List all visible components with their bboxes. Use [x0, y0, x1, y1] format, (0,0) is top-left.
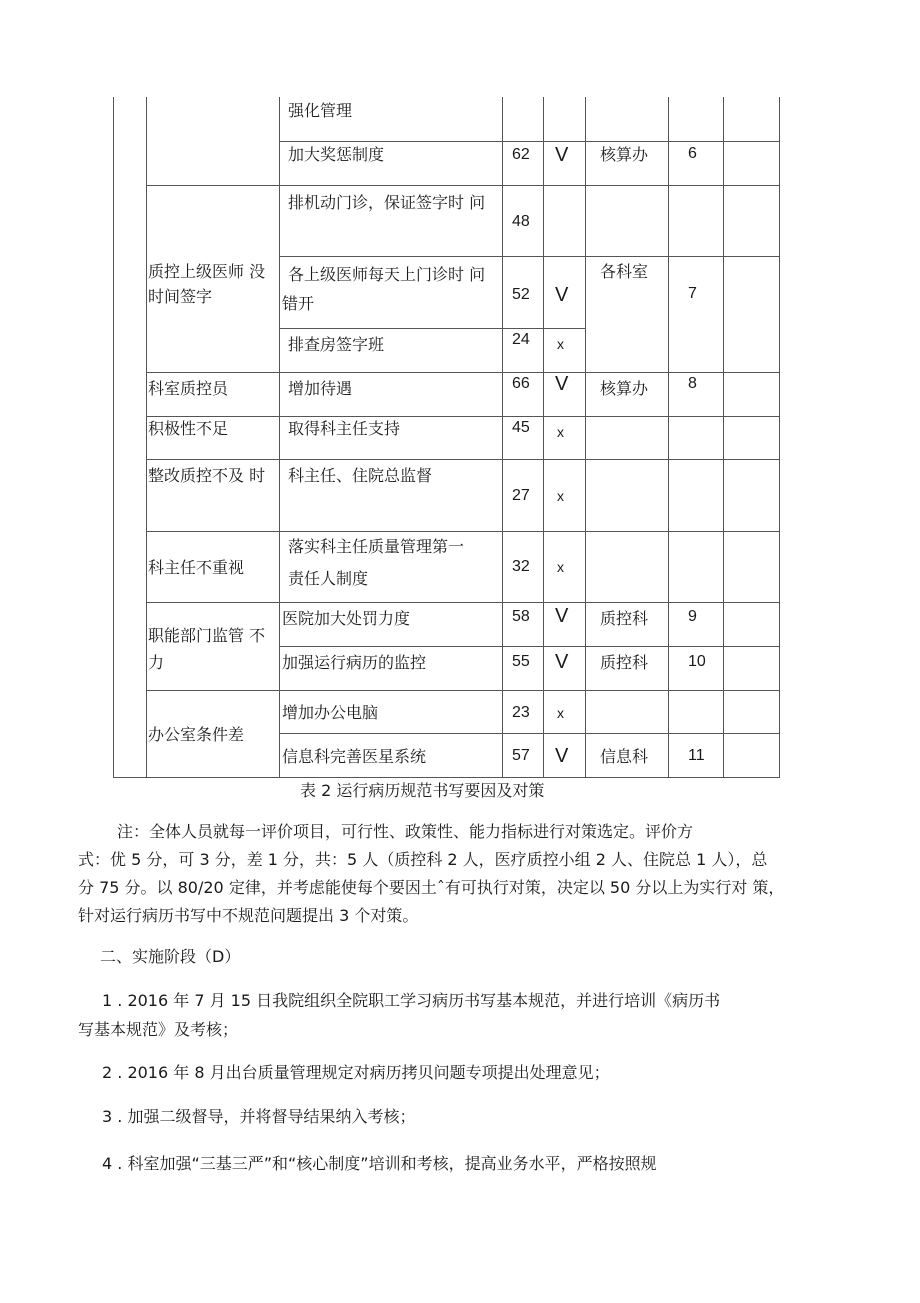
score-cell: 62 [512, 146, 530, 163]
note-line: 注：全体人员就每一评价项目，可行性、政策性、能力指标进行对策选定。评价方 [117, 822, 694, 841]
score-cell: 57 [512, 747, 530, 764]
note-line: 针对运行病历书写中不规范问题提出 3 个对策。 [78, 906, 419, 925]
cause-cell: 整改质控不及 时 [148, 466, 266, 485]
dept-cell: 质控科 [600, 653, 649, 672]
note-line: 分 75 分。以 80/20 定律，并考虑能使每个要因土ˆ有可执行对策，决定以 50 分以上为实行对 策， [78, 878, 785, 897]
selected-check-mark: V [555, 373, 569, 395]
number-cell: 8 [688, 375, 697, 392]
measure-cell: 加大奖惩制度 [288, 145, 385, 164]
grid-hline [146, 690, 779, 691]
measure-cell: 加强运行病历的监控 [282, 653, 427, 672]
list-item: 2 . 2016 年 8 月出台质量管理规定对病历拷贝问题专项提出处理意见； [102, 1063, 610, 1082]
grid-vline [502, 97, 503, 778]
list-item: 3 . 加强二级督导，并将督导结果纳入考核； [102, 1107, 416, 1126]
score-cell: 55 [512, 653, 530, 670]
measure-cell: 取得科主任支持 [288, 419, 401, 438]
measure-cell: 增加办公电脑 [282, 703, 379, 722]
grid-vline [723, 97, 724, 778]
grid-hline [279, 646, 779, 647]
grid-hline [146, 602, 779, 603]
grid-vline [543, 97, 544, 778]
score-cell: 23 [512, 704, 530, 721]
list-item: 写基本规范》及考核； [78, 1020, 239, 1039]
measure-cell: 科主任、住院总监督 [288, 466, 433, 485]
dept-cell: 各科室 [600, 262, 649, 281]
grid-hline [146, 185, 779, 186]
measure-cell: 各上级医师每天上门诊时 问 [288, 265, 486, 284]
grid-hline [113, 777, 779, 778]
list-item: 4 . 科室加强“三基三严”和“核心制度”培训和考核，提高业务水平，严格按照规 [102, 1154, 657, 1173]
score-cell: 27 [512, 487, 530, 504]
grid-hline [146, 372, 779, 373]
measure-cell: 排查房签字班 [288, 335, 385, 354]
measure-cell: 排机动门诊，保证签字时 问 [288, 193, 486, 212]
selected-check-mark: V [555, 745, 569, 767]
list-item: 1 . 2016 年 7 月 15 日我院组织全院职工学习病历书写基本规范，并进行培训《病历书 [102, 991, 721, 1010]
selected-check-mark: V [555, 651, 569, 673]
measure-cell: 增加待遇 [288, 379, 353, 398]
measure-cell: 错开 [282, 294, 315, 313]
score-cell: 66 [512, 375, 530, 392]
dept-cell: 核算办 [600, 379, 649, 398]
measure-cell: 医院加大处罚力度 [282, 609, 411, 628]
number-cell: 10 [688, 653, 706, 670]
selected-check-mark: V [555, 605, 569, 627]
grid-hline [146, 531, 779, 532]
number-cell: 7 [688, 285, 697, 302]
rejected-x-mark: x [557, 705, 564, 721]
cause-cell: 科室质控员 [148, 379, 229, 398]
grid-vline [113, 97, 114, 778]
measure-cell: 信息科完善医星系统 [282, 747, 427, 766]
measure-cell: 强化管理 [288, 101, 353, 120]
selected-check-mark: V [555, 144, 569, 166]
grid-hline [279, 328, 585, 329]
grid-hline [279, 256, 779, 257]
score-cell: 52 [512, 286, 530, 303]
dept-cell: 核算办 [600, 145, 649, 164]
grid-vline [279, 97, 280, 778]
rejected-x-mark: x [557, 559, 564, 575]
dept-cell: 质控科 [600, 609, 649, 628]
cause-cell: 职能部门监管 不 [148, 626, 266, 645]
grid-vline [668, 97, 669, 778]
rejected-x-mark: x [557, 336, 564, 352]
number-cell: 9 [688, 608, 697, 625]
cause-cell: 力 [148, 653, 165, 672]
score-cell: 45 [512, 419, 530, 436]
grid-hline [279, 733, 779, 734]
grid-vline [146, 97, 147, 778]
grid-hline [146, 416, 779, 417]
measure-cell: 落实科主任质量管理第一 [288, 537, 465, 556]
measure-cell: 责任人制度 [288, 569, 369, 588]
cause-cell: 科主任不重视 [148, 558, 245, 577]
score-cell: 32 [512, 558, 530, 575]
cause-cell: 质控上级医师 没 [148, 262, 266, 281]
grid-hline [146, 459, 779, 460]
cause-cell: 时间签字 [148, 287, 213, 306]
grid-vline [779, 97, 780, 778]
score-cell: 24 [512, 331, 530, 348]
grid-vline [585, 97, 586, 778]
table-caption: 表 2 运行病历规范书写要因及对策 [300, 781, 545, 800]
note-line: 式：优 5 分，可 3 分，差 1 分，共：5 人（质控科 2 人，医疗质控小组 2 人、住院总 1 人），总 [78, 850, 768, 869]
score-cell: 58 [512, 608, 530, 625]
section-heading: 二、实施阶段（D） [100, 947, 241, 966]
score-cell: 48 [512, 213, 530, 230]
rejected-x-mark: x [557, 488, 564, 504]
number-cell: 11 [688, 747, 705, 764]
cause-cell: 积极性不足 [148, 419, 229, 438]
grid-hline [279, 141, 779, 142]
cause-cell: 办公室条件差 [148, 725, 245, 744]
dept-cell: 信息科 [600, 747, 649, 766]
selected-check-mark: V [555, 284, 569, 306]
number-cell: 6 [688, 145, 697, 162]
rejected-x-mark: x [557, 424, 564, 440]
